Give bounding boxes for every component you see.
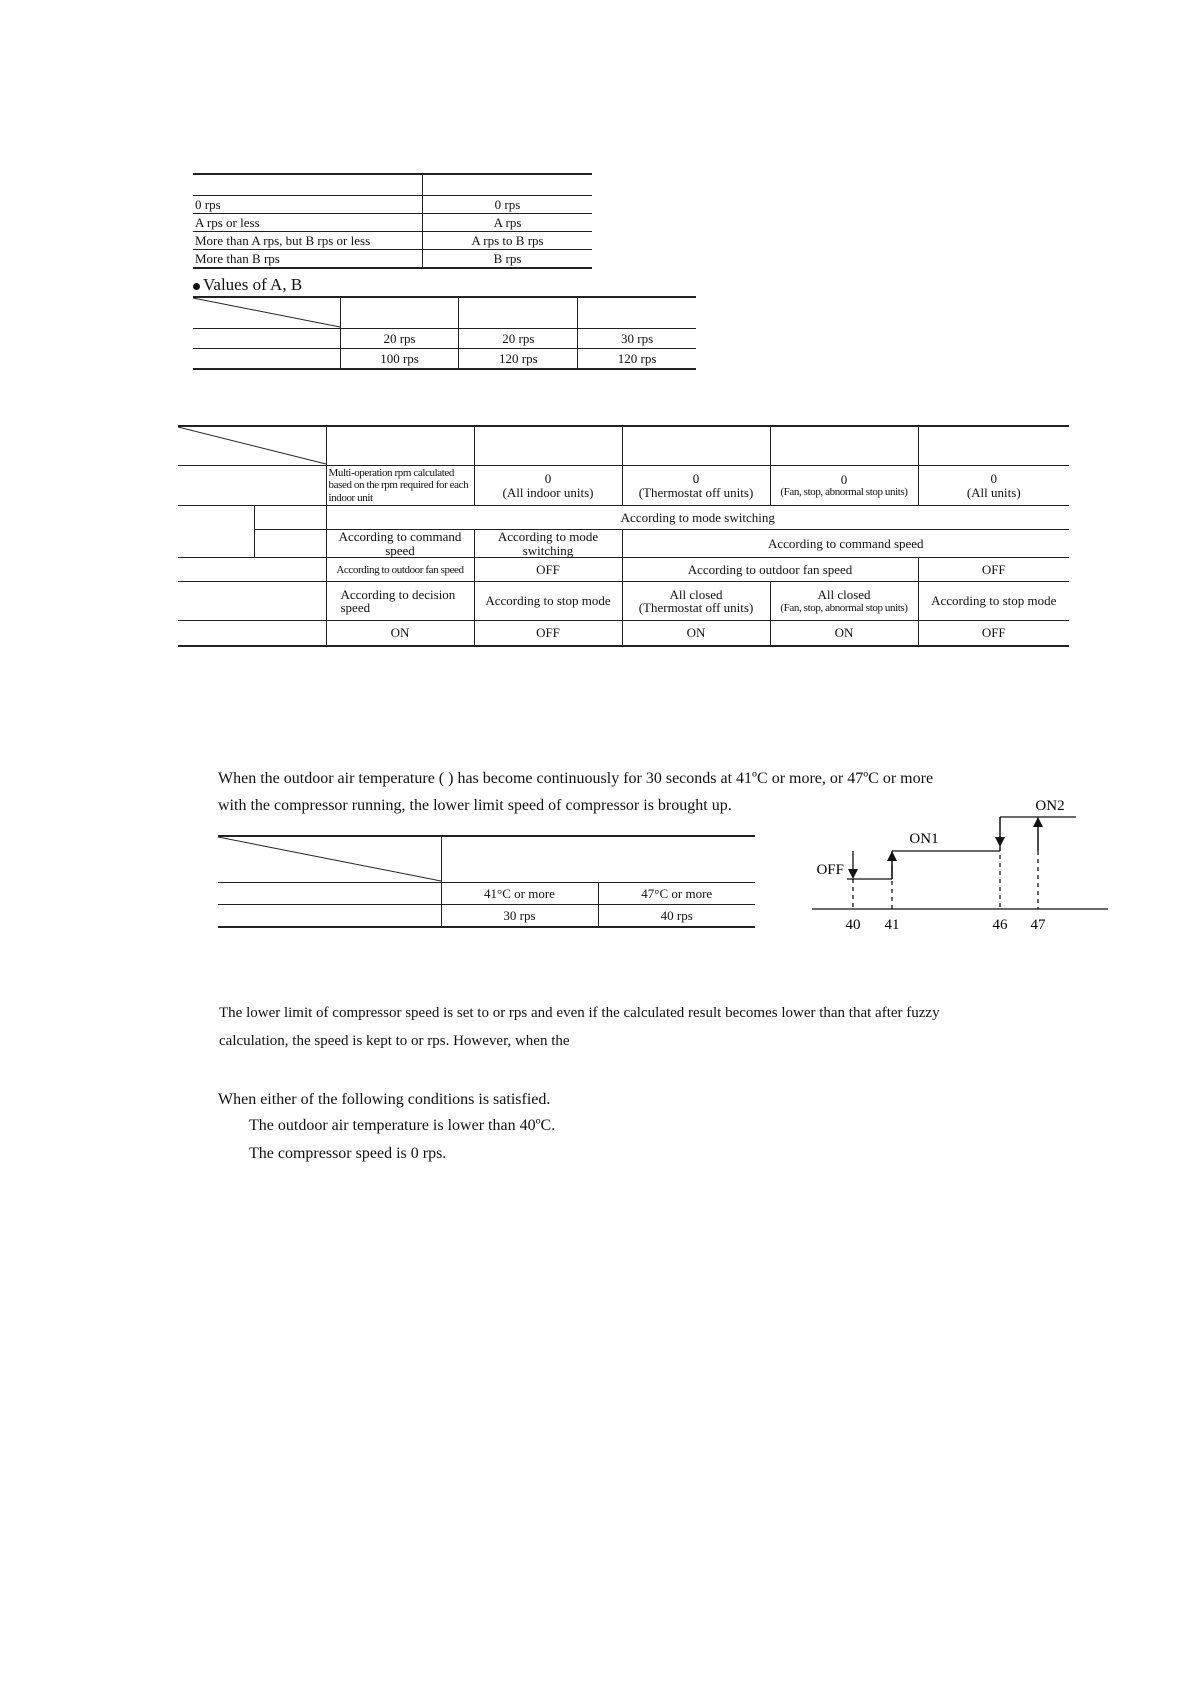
cell: OFF [918,621,1069,646]
table-row [193,329,696,349]
text-line-4: The outdoor air temperature is lower than 40ºC. [249,1117,556,1134]
span-cell: According to mode switching [326,506,1069,530]
value-cell: A rps to B rps [423,232,593,250]
cell: 47°C or more [598,883,755,905]
on1-label: ON1 [909,831,939,847]
lower-limit-table [218,835,755,928]
operation-control-table [178,425,1069,647]
condition-cell: More than A rps, but B rps or less [193,232,423,250]
hysteresis-diagram [812,795,1108,935]
a-value: 30 rps [578,329,696,349]
table-row [193,349,696,370]
tick-label: 46 [992,917,1008,933]
tick-label: 41 [884,917,900,933]
diagonal-header-cell [193,297,340,329]
cell: According to decision speed [326,582,474,621]
on2-label: ON2 [1035,798,1065,814]
condition-cell: A rps or less [193,214,423,232]
condition-cell: 0 rps [193,196,423,214]
lower-limit-para-2: with the compressor running, the lower limit speed of compressor is brought up. [218,797,732,814]
text-line-1: The lower limit of compressor speed is set to or rps and even if the calculated result becomes lower than that after fuzzy [219,1005,940,1021]
table-row [193,250,592,269]
cell: OFF [474,621,622,646]
off-label: OFF [816,862,844,878]
cell: 0 (Thermostat off units) [622,466,770,506]
cell: ON [326,621,474,646]
a-value: 20 rps [459,329,578,349]
value-cell: 0 rps [423,196,593,214]
diagonal-line [193,298,340,328]
multi-operation-cell: Multi-operation rpm calculated based on the rpm required for each indoor unit [326,466,474,506]
table-row [218,883,755,905]
diagonal-header-cell [178,426,326,466]
table-row [193,196,592,214]
cell: All closed (Thermostat off units) [622,582,770,621]
text-line-5: The compressor speed is 0 rps. [249,1145,447,1162]
cell: ON [622,621,770,646]
cell: 0 (All units) [918,466,1069,506]
tick-label: 47 [1030,917,1046,933]
table-row [178,506,1069,530]
cell: 0 (All indoor units) [474,466,622,506]
table-row [178,582,1069,621]
table-row [218,905,755,928]
value-cell: A rps [423,214,593,232]
span-cell: According to command speed [622,530,1069,558]
table-row [178,466,1069,506]
value-cell: B rps [423,250,593,269]
b-value: 120 rps [578,349,696,370]
table-row [178,621,1069,646]
cell: 41°C or more [441,883,598,905]
speed-mapping-table [193,173,592,269]
cell: ON [770,621,918,646]
cell: According to mode switching [474,530,622,558]
values-ab-table [193,296,696,370]
cell: 30 rps [441,905,598,928]
table-row [193,232,592,250]
cell: OFF [474,558,622,582]
cell: 40 rps [598,905,755,928]
b-value: 120 rps [459,349,578,370]
diagonal-line [218,837,441,882]
values-ab-heading: Values of A, B [193,275,302,295]
condition-cell: More than B rps [193,250,423,269]
table-row [193,214,592,232]
span-cell: According to outdoor fan speed [622,558,918,582]
diagonal-line [178,427,326,465]
cell: OFF [918,558,1069,582]
table-row [178,558,1069,582]
bullet-icon [193,283,200,290]
cell: 0 (Fan, stop, abnormal stop units) [770,466,918,506]
cell: According to stop mode [474,582,622,621]
cell: According to stop mode [918,582,1069,621]
cell: According to command speed [326,530,474,558]
a-value: 20 rps [340,329,459,349]
text-line-3: When either of the following conditions is satisfied. [218,1091,551,1108]
b-value: 100 rps [340,349,459,370]
cell: All closed (Fan, stop, abnormal stop units) [770,582,918,621]
diagonal-header-cell [218,836,441,883]
lower-limit-para-1: When the outdoor air temperature ( ) has become continuously for 30 seconds at 41ºC or more, or 47ºC or more [218,770,934,787]
tick-label: 40 [845,917,861,933]
table-row [178,530,1069,558]
text-line-2: calculation, the speed is kept to or rps. However, when the [219,1033,570,1049]
cell: According to outdoor fan speed [326,558,474,582]
